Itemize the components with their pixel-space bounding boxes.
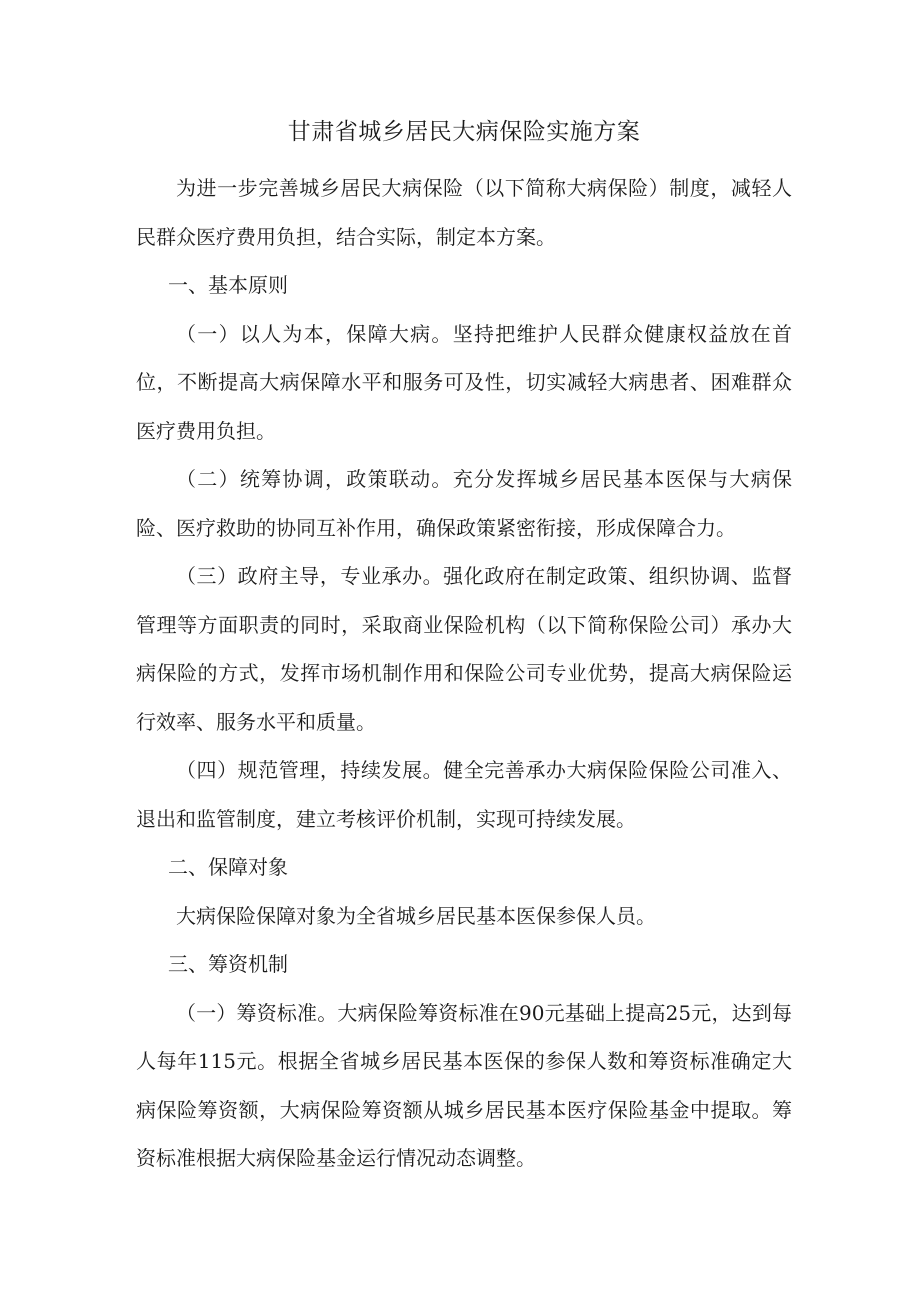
intro-paragraph: 为进一步完善城乡居民大病保险（以下简称大病保险）制度，减轻人民群众医疗费用负担，结合实际，制定本方案。 bbox=[136, 176, 792, 249]
document-title: 甘肃省城乡居民大病保险实施方案 bbox=[287, 119, 641, 145]
paragraph: （二）统筹协调，政策联动。充分发挥城乡居民基本医保与大病保险、医疗救助的协同互补作用，确保政策紧密衔接，形成保障合力。 bbox=[136, 467, 792, 540]
paragraph: （一）筹资标准。大病保险筹资标准在90元基础上提高25元，达到每人每年115元。根据全省城乡居民基本医保的参保人数和筹资标准确定大病保险筹资额，大病保险筹资额从城乡居民基本医疗保险基金中提取。筹资标准根据大病保险基金运行情况动态调整。 bbox=[136, 1000, 792, 1170]
section-funding-mechanism bbox=[136, 940, 792, 1183]
section-coverage-targets bbox=[136, 843, 792, 940]
section-basic-principles bbox=[136, 261, 792, 843]
paragraph: 大病保险保障对象为全省城乡居民基本医保参保人员。 bbox=[176, 903, 656, 928]
section-heading: 三、筹资机制 bbox=[168, 952, 288, 976]
paragraph: （三）政府主导，专业承办。强化政府在制定政策、组织协调、监督管理等方面职责的同时，采取商业保险机构（以下简称保险公司）承办大病保险的方式，发挥市场机制作用和保险公司专业优势，提高大病保险运行效率、服务水平和质量。 bbox=[136, 564, 792, 734]
section-heading: 一、基本原则 bbox=[168, 273, 288, 297]
paragraph: （四）规范管理，持续发展。健全完善承办大病保险保险公司准入、退出和监管制度，建立考核评价机制，实现可持续发展。 bbox=[136, 758, 792, 831]
paragraph: （一）以人为本，保障大病。坚持把维护人民群众健康权益放在首位，不断提高大病保障水平和服务可及性，切实减轻大病患者、困难群众医疗费用负担。 bbox=[136, 321, 792, 443]
section-heading: 二、保障对象 bbox=[168, 855, 288, 879]
